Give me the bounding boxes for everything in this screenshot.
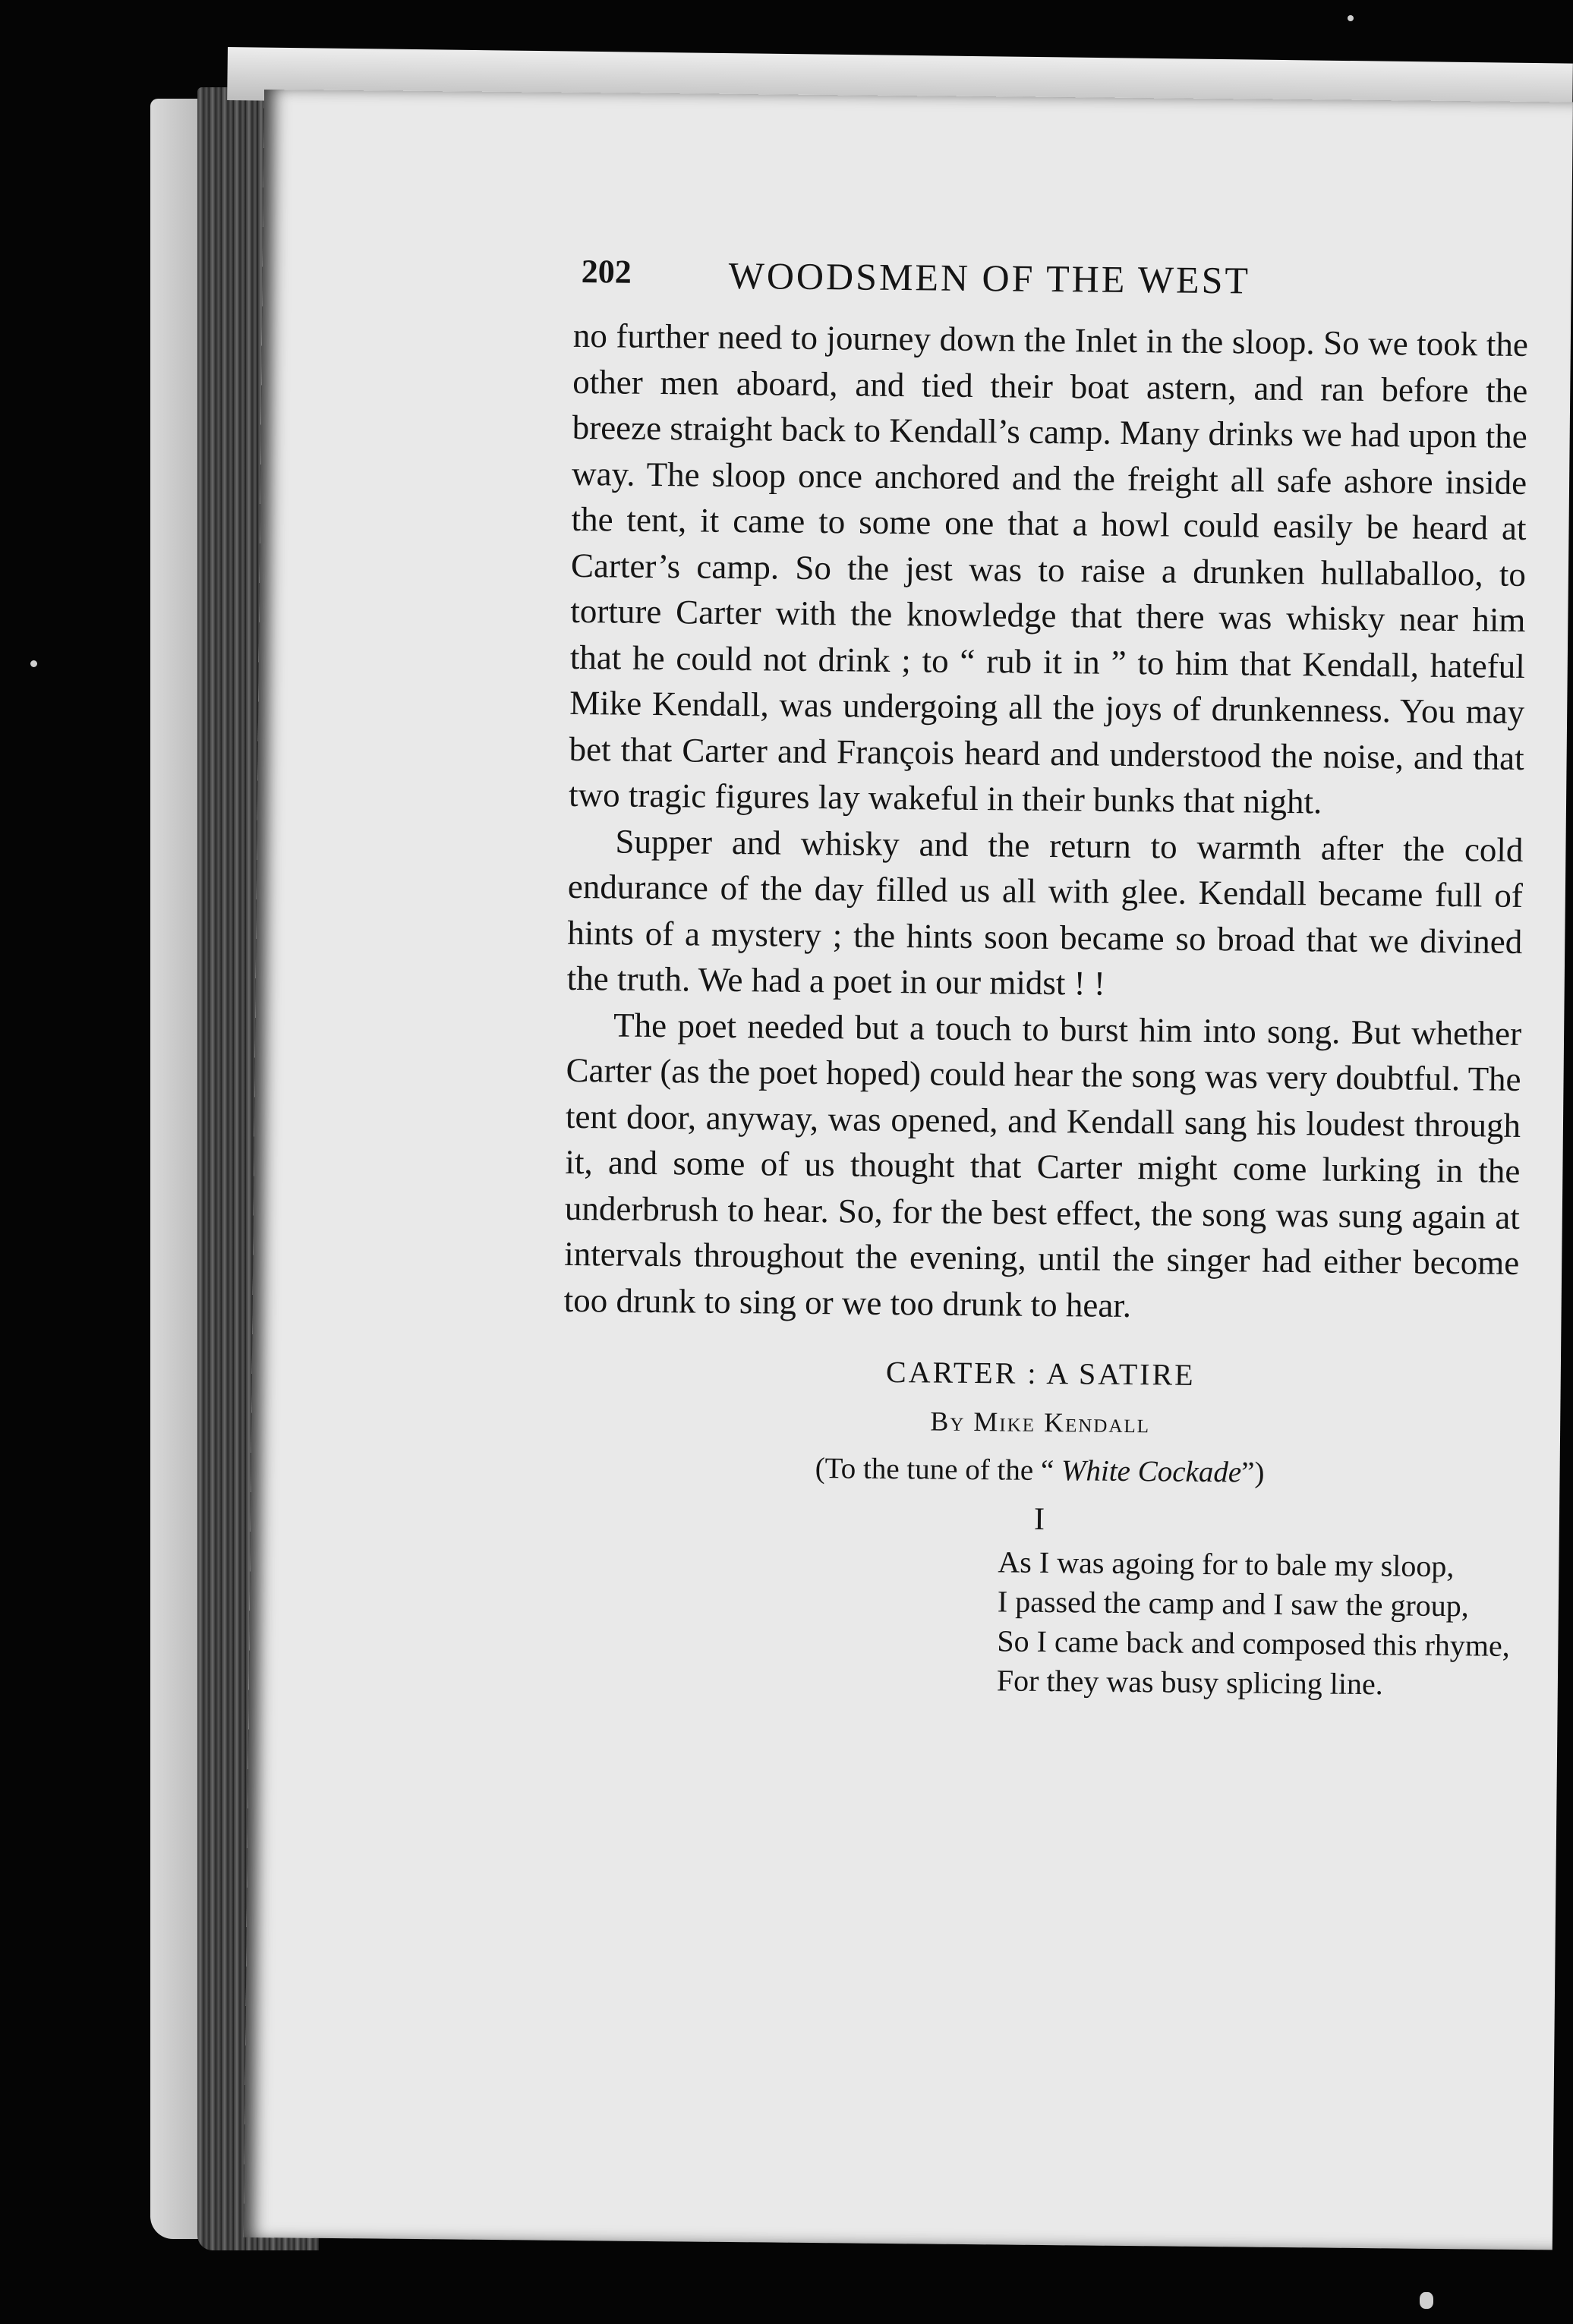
body-text <box>563 313 1528 1332</box>
poem-line: As I was agoing for to bale my sloop, <box>998 1545 1455 1584</box>
paragraph: no further need to journey down the Inlet in the sloop. So we took the other men aboard, and tied their boat astern, and ran before the breeze straight back to Kendall’s camp. Many drinks we had upon the way. The sloop once anchored and the freight all safe ashore inside the tent, it came to some one that a howl could easily be heard at Carter’s camp. So the jest was to raise a drunken hullaballoo, to torture Carter with the knowledge that there was whisky near him that he could not drink ; to “ rub it in ” to him that Kendall, hateful Mike Kendall, was undergoing all the joys of drunkenness. You may bet that Carter and François heard and understood the noise, and that two tragic figures lay wakeful in their bunks that night. <box>568 316 1529 821</box>
poem-tune-name: White Cockade <box>1061 1454 1242 1489</box>
poem-tune-suffix: ”) <box>1240 1456 1265 1489</box>
poem-title: CARTER : A SATIRE <box>885 1354 1196 1392</box>
paragraph: Supper and whisky and the return to warmth after the cold endurance of the day filled us all with glee. Kendall became full of hints of a mystery ; the hints soon became so broad that we divined the truth. We had a poet in our midst ! ! <box>566 821 1524 1003</box>
poem-author: By Mike Kendall <box>930 1406 1151 1439</box>
poem-stanza <box>997 1542 1517 1705</box>
poem <box>560 1344 1518 1705</box>
poem-line: For they was busy splicing line. <box>996 1663 1383 1702</box>
running-header <box>581 244 1250 319</box>
poem-line: I passed the camp and I saw the group, <box>997 1584 1470 1623</box>
poem-tune-note <box>562 1441 1518 1501</box>
running-title: WOODSMEN OF THE WEST <box>728 253 1251 302</box>
poem-tune-prefix: (To the tune of the “ <box>815 1452 1054 1488</box>
page-number: 202 <box>581 253 632 291</box>
book-page <box>244 90 1573 2250</box>
poem-line: So I came back and composed this rhyme, <box>997 1623 1510 1663</box>
paragraph: The poet needed but a touch to burst him into song. But whether Carter (as the poet hoped) could hear the song was very doubtful. The tent door, anyway, was opened, and Kendall sang his loudest through it, and some of us thought that Carter might come lurking in the underbrush to hear. So, for the best effect, the song was sung again at intervals throughout the evening, until the singer had either become too drunk to sing or we too drunk to hear. <box>563 1005 1522 1324</box>
stanza-number: I <box>1033 1501 1045 1537</box>
page-content <box>279 241 1529 1702</box>
